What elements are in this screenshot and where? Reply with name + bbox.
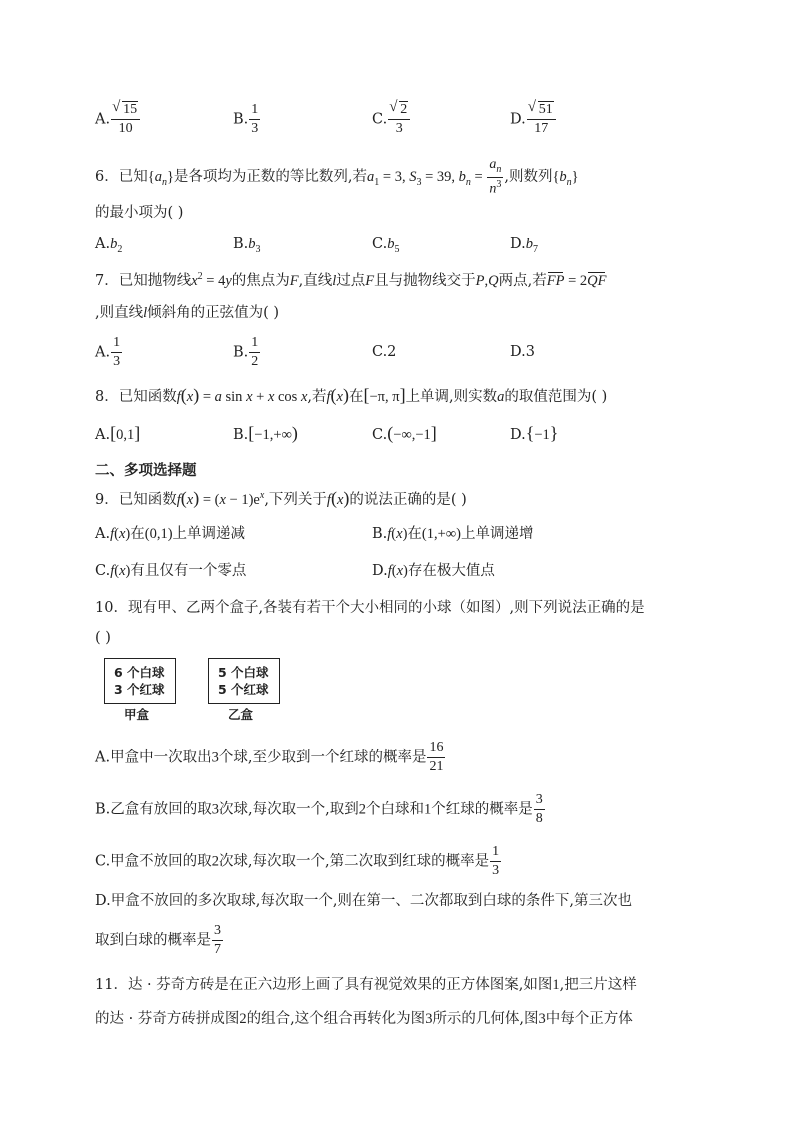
q6-stem-line2: 的最小项为( ) [95, 205, 184, 221]
box-jia [104, 658, 176, 704]
q11-stem-line2: 的达 · 芬奇方砖拼成图2的组合,这个组合再转化为图3所示的几何体,图3中每个正方体 [95, 1011, 633, 1027]
q6-stem: 6．已知$\{a_n\}$是各项均为正数的等比数列,若$a_1 = 3$, $S_3 = 39$, $b_n$ = $\frac{a_n}{n^3}$ ,则数列$\{b_n\}$ [95, 157, 579, 197]
q7-option-d: D.3 [510, 344, 535, 360]
q6-option-c: $C.b_5$ [372, 236, 400, 255]
section-heading: 二、多项选择题 [95, 463, 197, 479]
q5-option-b: B. $\frac{1}{3}$ [233, 102, 259, 136]
q8-option-a: A.[0,1] [95, 423, 141, 443]
q7-stem-line2: ,则直线l倾斜角的正弦值为( ) [95, 305, 280, 321]
q6-option-d: $D.b_7$ [510, 236, 538, 255]
box-yi [208, 658, 280, 704]
q6-option-a: $A.b_2$ [95, 236, 123, 255]
q10-option-d-line2: 取到白球的概率是 $\frac{3}{7}$ [95, 923, 221, 957]
box-jia-line1: 6 个白球 [114, 665, 165, 680]
box-yi-line1: 5 个白球 [218, 665, 269, 680]
q8-option-b: B.[−1,+∞) [233, 423, 298, 443]
q7-stem: 7．已知抛物线$x^2 = 4y$的焦点为F,直线l过点F且与抛物线交于P,Q两点,若FP = 2QF [95, 271, 607, 289]
q11-stem: 11．达 · 芬奇方砖是在正六边形上画了具有视觉效果的正方体图案,如图1,把三片这样 [95, 977, 637, 993]
q7-option-a: A. $\frac{1}{3}$ [95, 335, 121, 369]
q10-stem: 10．现有甲、乙两个盒子,各装有若干个大小相同的小球（如图）,则下列说法正确的是 [95, 600, 645, 616]
q5-option-a: A. √ $\frac{15}{10}$ [95, 103, 141, 136]
q9-option-a: A.f(x)在(0,1)上单调递减 [95, 526, 246, 542]
q8-option-c: C.(−∞,−1] [372, 423, 437, 443]
q8-stem: 8．已知函数f(x) = a sin x + x cos x,若f(x)在[−π, π]上单调,则实数a的取值范围为( ) [95, 385, 608, 405]
q9-option-d: D.f(x)存在极大值点 [372, 563, 495, 579]
q10-stem-line2: ( ) [95, 630, 111, 646]
q10-option-b: B.乙盒有放回的取3次球,每次取一个,取到2个白球和1个红球的概率是 $\frac{3}{8}$ [95, 792, 543, 826]
q7-option-c: C.2 [372, 344, 397, 360]
q9-option-c: C.f(x)有且仅有一个零点 [95, 563, 247, 579]
q5-option-c: C. √ $\frac{2}{3}$ [372, 103, 411, 136]
box-jia-line2: 3 个红球 [114, 682, 165, 697]
q10-option-c: C.甲盒不放回的取2次球,每次取一个,第二次取到红球的概率是 $\frac{1}{3}$ [95, 844, 500, 878]
q7-option-b: B. $\frac{1}{2}$ [233, 335, 259, 369]
q9-stem: 9．已知函数$f(x) = (x - 1)e^x$,下列关于f(x)的说法正确的是( ) [95, 488, 467, 508]
q10-option-d: D.甲盒不放回的多次取球,每次取一个,则在第一、二次都取到白球的条件下,第三次也 [95, 893, 633, 909]
q8-option-d: D.{−1} [510, 423, 559, 443]
q5-option-d: D. √ $\frac{51}{17}$ [510, 103, 557, 136]
q9-option-b: B.f(x)在(1,+∞)上单调递增 [372, 526, 534, 542]
box-yi-line2: 5 个红球 [218, 682, 269, 697]
q10-option-a: A.甲盒中一次取出3个球,至少取到一个红球的概率是 $\frac{16}{21}$ [95, 740, 444, 774]
box-yi-caption: 乙盒 [228, 707, 254, 722]
q6-option-b: $B.b_3$ [233, 236, 261, 255]
box-jia-caption: 甲盒 [124, 707, 150, 722]
